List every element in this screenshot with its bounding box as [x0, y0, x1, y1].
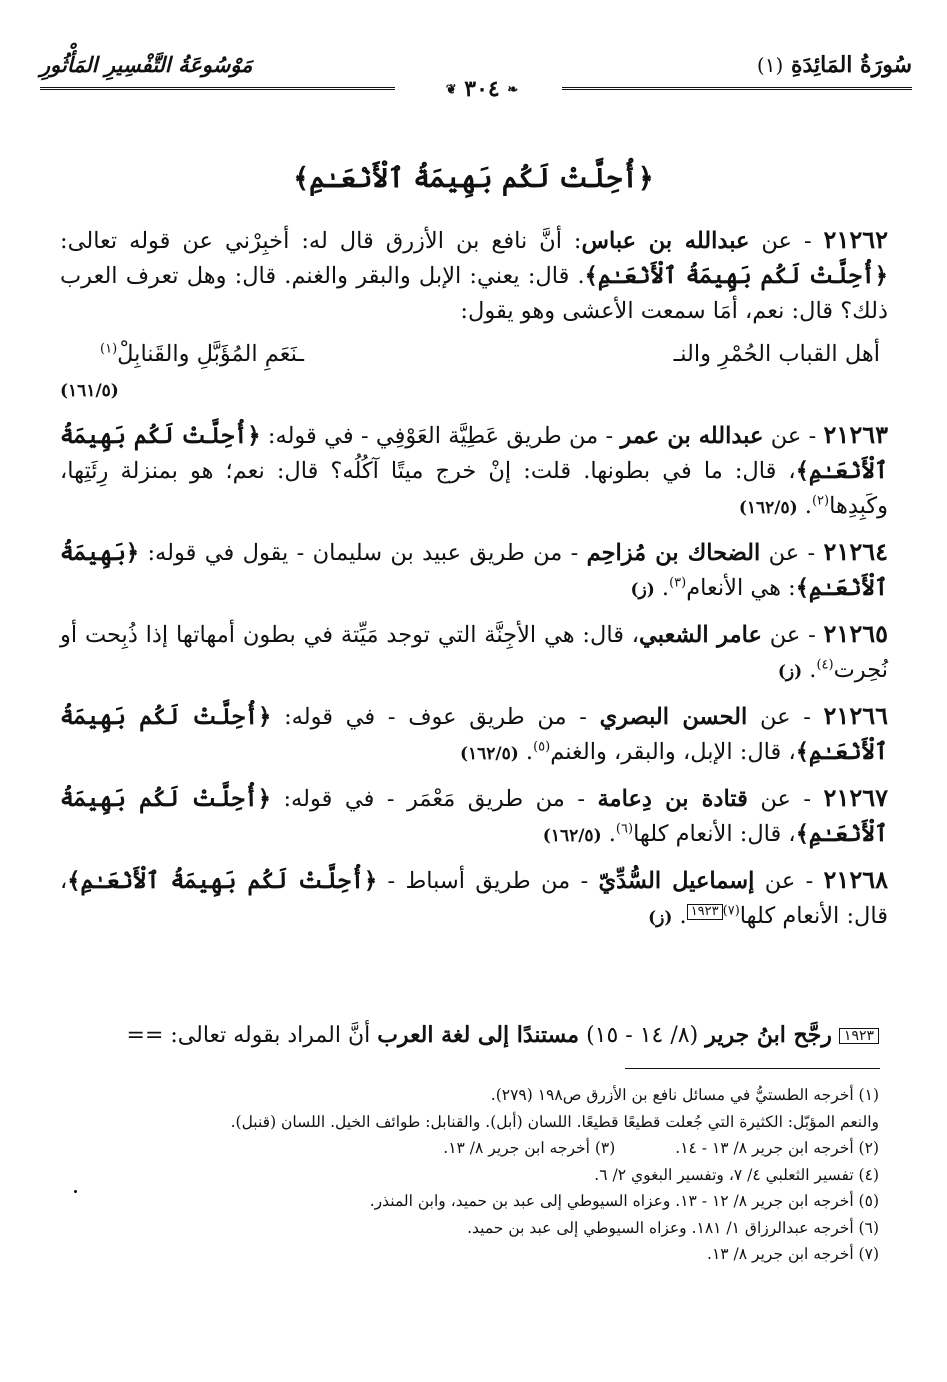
tarjih-cite: (٨/ ١٤ - ١٥) [579, 1023, 706, 1048]
entry-number: ٢١٢٦٦ [823, 701, 888, 730]
footnote-marker: (٧) [722, 903, 740, 919]
footnote-row [59, 1135, 879, 1162]
verse-first-hemistich: أهل القباب الحُمْرِ والنـ [673, 341, 880, 367]
entry-number: ٢١٢٦٨ [823, 865, 888, 894]
footnote: (٣) أخرجه ابن جرير ٨/ ١٣. [443, 1139, 616, 1157]
entry [60, 222, 888, 329]
footnote-marker: (١) [100, 341, 118, 357]
entry-text: . قال: يعني: الإبل والبقر والغنم. قال: وهل تعرف العرب ذلك؟ قال: نعم، أمَا سمعت الأعشى وهو يقول: [60, 263, 888, 324]
tarjih-text [19, 1020, 879, 1051]
source-ref: (١٦٢/٥) [738, 498, 798, 518]
footnote: (٧) أخرجه ابن جرير ٨/ ١٣. [707, 1245, 879, 1263]
quran-quote: ﴿أُحِلَّتْ لَكُم بَهِيمَةُ ٱلْأَنْعَـٰمِ﴾ [67, 868, 378, 894]
entry-connector: - عن [760, 540, 824, 566]
tarjih-basis: مستندًا إلى لغة العرب [377, 1022, 580, 1048]
entry-text: - من طريق أسباط - [377, 868, 599, 894]
source-ref-line [60, 372, 888, 409]
tarjih-lead: رجَّح ابنُ جرير [705, 1022, 832, 1048]
entry-text: ، قال: الإبل، والبقر، والغنم [550, 739, 796, 765]
entry-text: - من طريق عبيد بن سليمان - يقول في قوله: [139, 540, 587, 566]
surah-header [757, 52, 912, 78]
narrator-name: عبدالله بن عمر [620, 423, 764, 449]
running-header [40, 52, 912, 112]
entry-text: - من طريق عَطِيَّة العَوْفِي - في قوله: [260, 423, 621, 449]
narrator-name: الضحاك بن مُزاحِم [586, 540, 761, 566]
page-number-text: ٣٠٤ [464, 76, 500, 102]
footnote: (٥) أخرجه ابن جرير ٨/ ١٢ - ١٣. وعزاه السيوطي إلى عبد بن حميد، وابن المنذر. [369, 1192, 879, 1210]
entry-text: ، قال: الأنعام كلها [60, 868, 888, 929]
source-ref: (ز) [777, 662, 803, 682]
entry-connector: - عن [747, 786, 824, 812]
source-ref: (ز) [630, 580, 655, 600]
section-title: ﴿أُحِلَّتْ لَكُم بَهِيمَةُ ٱلْأَنْعَـٰمِ﴾ [293, 163, 654, 194]
tarjih-rest: أنَّ المراد بقوله تعالى: == [126, 1023, 378, 1048]
footnote-marker: (٦) [615, 821, 634, 837]
quran-quote: ﴿أُحِلَّتْ لَكُم بَهِيمَةُ ٱلْأَنْعَـٰمِ﴾ [60, 786, 888, 847]
quran-quote: ﴿أُحِلَّتْ لَكُم بَهِيمَةُ ٱلْأَنْعَـٰمِ﴾ [60, 704, 888, 765]
entry-text: : هي الأنعام [686, 575, 796, 601]
entry-connector: - عن [754, 868, 824, 894]
footnote: والنعم المؤبّل: الكثيرة التي جُعلت قطيعًا قطيعًا. اللسان (أبل). والقنابل: طوائف الخيل. اللسان (قنبل). [230, 1112, 879, 1131]
book-title: مَوْسُوعَةُ التَّفْسِيرِ المَأْثُورِ [40, 52, 253, 77]
entry: ٢١٢٦٦ - عن الحسن البصري - من طريق عوف - في قوله: ﴿أُحِلَّتْ لَكُم بَهِيمَةُ ٱلْأَنْعَـٰمِ﴾، قال: الإبل، والبقر، والغنم$^{(٥)}$. (١٦٢/٥) [60, 701, 888, 765]
narrator-name: عبدالله بن عباس [581, 228, 750, 254]
header-rule-left [40, 87, 395, 90]
entry-connector: - عن [761, 622, 824, 648]
entry-number: ٢١٢٦٤ [823, 537, 888, 566]
entry: ٢١٢٦٣ - عن عبدالله بن عمر - من طريق عَطِيَّة العَوْفِي - في قوله: ﴿أُحِلَّتْ لَكُم بَهِيمَةُ ٱلْأَنْعَـٰمِ﴾، قال: ما في بطونها. قلت: إنْ خرج ميتًا آكُلُه؟ قال: نعم؛ هو بمنزلة رِئَتِها، وكَبِدِها$^{(٢)}$. (١٦٢/٥) [60, 420, 888, 519]
quran-quote: ﴿أُحِلَّتْ لَكُم بَهِيمَةُ ٱلْأَنْعَـٰمِ﴾ [60, 423, 888, 484]
footnote-marker: (٥) [533, 739, 551, 755]
header-rule-right [562, 87, 912, 90]
footnote-marker: (٣) [669, 575, 687, 591]
entry-connector: - عن [763, 423, 824, 449]
surah-part: (١) [756, 53, 784, 77]
entry-number: ٢١٢٦٣ [823, 420, 888, 449]
verse-second-hemistich: ـنَعَمِ المُؤَبَّلِ والقَنابِلْ [117, 341, 304, 367]
footnote: (١) أخرجه الطستيُّ في مسائل نافع بن الأزرق ص١٩٨ (٢٧٩). [490, 1086, 879, 1104]
entry-text: ، قال: هي الأجِنَّة التي توجد مَيِّتة في بطون أمهاتها إذا ذُبِحت أو نُحِرت [60, 622, 888, 683]
entry-connector: - عن [749, 228, 824, 254]
footnote: (٢) أخرجه ابن جرير ٨/ ١٣ - ١٤. [675, 1139, 879, 1157]
entry-text: : أنَّ نافع بن الأزرق قال له: أخبِرْني عن قوله تعالى: [60, 228, 582, 254]
tarjih-number-box: ١٩٢٣ [839, 1028, 879, 1044]
entries [60, 222, 888, 944]
footnote: (٦) أخرجه عبدالرزاق ١/ ١٨١. وعزاه السيوطي إلى عبد بن حميد. [467, 1218, 879, 1237]
narrator-name: إسماعيل السُّدِّيّ [598, 868, 755, 894]
footnotes-divider [625, 1068, 880, 1069]
surah-name: سُورَةُ المَائِدَةِ [790, 52, 912, 78]
footnote: (٤) تفسير الثعلبي ٤/ ٧، وتفسير البغوي ٢/ ٦. [594, 1165, 879, 1184]
entry: ٢١٢٦٥ - عن عامر الشعبي، قال: هي الأجِنَّة التي توجد مَيِّتة في بطون أمهاتها إذا ذُبِحت أو نُحِرت$^{(٤)}$. (ز) [60, 619, 888, 683]
poetry-verse [60, 337, 888, 372]
entry-text: - من طريق عوف - في قوله: [271, 704, 600, 730]
entry-connector: - عن [747, 704, 824, 730]
source-ref: (ز) [648, 908, 673, 928]
footnotes [59, 1082, 879, 1268]
entry: ٢١٢٦٨ - عن إسماعيل السُّدِّيّ - من طريق أسباط - ﴿أُحِلَّتْ لَكُم بَهِيمَةُ ٱلْأَنْعَـٰمِ﴾، قال: الأنعام كلها$^{(٧)}$١٩٢٣. (ز) [60, 865, 888, 929]
entry-number: ٢١٢٦٢ [823, 225, 888, 254]
narrator-name: قتادة بن دِعامة [597, 786, 748, 812]
ornament-icon: ❧ [507, 82, 519, 98]
entry-number: ٢١٢٦٧ [823, 783, 888, 812]
source-ref: (١٦١/٥) [60, 381, 119, 401]
entry: ٢١٢٦٤ - عن الضحاك بن مُزاحِم - من طريق عبيد بن سليمان - يقول في قوله: ﴿بَهِيمَةُ ٱلْأَنْعَـٰمِ﴾: هي الأنعام$^{(٣)}$. (ز) [60, 537, 888, 601]
narrator-name: الحسن البصري [599, 704, 748, 730]
narrator-name: عامر الشعبي [639, 622, 762, 648]
entry-text: - من طريق مَعْمَر - في قوله: [270, 786, 598, 812]
entry-number: ٢١٢٦٥ [823, 619, 888, 648]
source-ref: (١٦٢/٥) [459, 744, 519, 764]
entry-text: ، قال: الأنعام كلها [633, 821, 796, 847]
quran-quote: ﴿بَهِيمَةُ ٱلْأَنْعَـٰمِ﴾ [60, 540, 888, 601]
page-number [412, 76, 552, 102]
print-speck [74, 1190, 77, 1193]
source-ref: (١٦٢/٥) [542, 826, 602, 846]
quran-quote: ﴿أُحِلَّتْ لَكُم بَهِيمَةُ ٱلْأَنْعَـٰمِ﴾ [584, 263, 888, 289]
entry-text: ، قال: ما في بطونها. قلت: إنْ خرج ميتًا آكُلُه؟ قال: نعم؛ هو بمنزلة رِئَتِها، وكَبِدِها [60, 458, 888, 519]
entry: ٢١٢٦٧ - عن قتادة بن دِعامة - من طريق مَعْمَر - في قوله: ﴿أُحِلَّتْ لَكُم بَهِيمَةُ ٱلْأَنْعَـٰمِ﴾، قال: الأنعام كلها$^{(٦)}$. (١٦٢/٥) [60, 783, 888, 847]
footnote-marker: (٢) [811, 493, 830, 509]
footnote-marker: (٤) [816, 657, 834, 673]
ornament-icon: ❦ [445, 82, 457, 98]
tarjih-link-box[interactable]: ١٩٢٣ [687, 904, 723, 920]
